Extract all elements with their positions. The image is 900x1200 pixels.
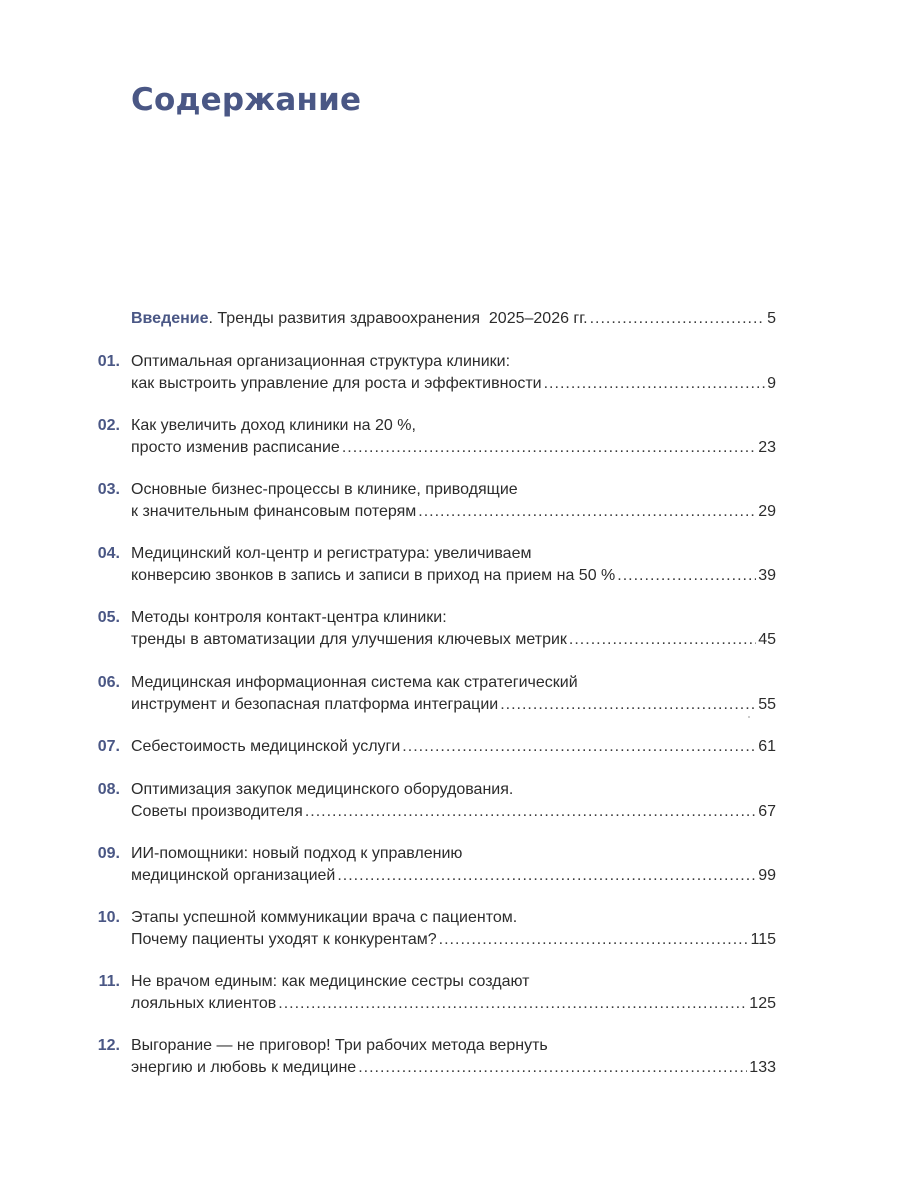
entry-title-line2: Почему пациенты уходят к конкурентам?: [131, 931, 437, 948]
entry-title-line1: Оптимальная организационная структура клиники:: [131, 353, 511, 370]
scan-speck: [748, 716, 750, 718]
toc-entry-body: [131, 672, 776, 716]
toc-entry-body: [131, 415, 776, 459]
toc-entry-line: [131, 1057, 776, 1079]
intro-punct: .: [208, 310, 213, 327]
toc-entry-line: [131, 929, 776, 951]
entry-number: 05.: [97, 609, 120, 626]
entry-number: 01.: [97, 353, 120, 370]
page-number: 55: [758, 696, 776, 713]
entry-title-line1: Выгорание — не приговор! Три рабочих метода вернуть: [131, 1037, 548, 1054]
toc-entry-line: [131, 993, 776, 1015]
page-number: 39: [758, 567, 776, 584]
entry-title-line2: инструмент и безопасная платформа интеграции: [131, 696, 499, 713]
toc-entry-line: [131, 501, 776, 523]
entry-number: 08.: [97, 781, 120, 798]
dot-leader: [617, 565, 756, 587]
toc-entry-line: [131, 437, 776, 459]
page-title: Содержание: [131, 82, 362, 118]
dot-leader: [358, 1057, 747, 1079]
toc-entry-body: [131, 843, 776, 887]
dot-leader: [402, 736, 756, 758]
entry-title-line2: к значительным финансовым потерям: [131, 503, 417, 520]
entry-title-line1: ИИ-помощники: новый подход к управлению: [131, 845, 463, 862]
entry-title-line2: просто изменив расписание: [131, 439, 340, 456]
entry-title-line2: лояльных клиентов: [131, 995, 277, 1012]
entry-title-line1: Оптимизация закупок медицинского оборудования.: [131, 781, 514, 798]
intro-label: Введение: [131, 310, 209, 327]
toc-entry-body: [131, 907, 776, 951]
dot-leader: [439, 929, 749, 951]
entry-number: 02.: [97, 417, 120, 434]
page-number: 9: [767, 375, 776, 392]
entry-number: 09.: [97, 845, 120, 862]
entry-number: 04.: [97, 545, 120, 562]
toc-entry-line: [131, 373, 776, 395]
entry-number: 07.: [97, 738, 120, 755]
entry-number: 03.: [97, 481, 120, 498]
entry-title-line2: как выстроить управление для роста и эффективности: [131, 375, 542, 392]
entry-number: 06.: [97, 674, 120, 691]
page-number: 5: [767, 310, 776, 327]
page-number: 45: [758, 631, 776, 648]
page-number: 61: [758, 738, 776, 755]
page-number: 133: [749, 1059, 776, 1076]
entry-title-line1: Как увеличить доход клиники на 20 %,: [131, 417, 416, 434]
toc-entry-line: [131, 865, 776, 887]
entry-title-line2: энергию и любовь к медицине: [131, 1059, 357, 1076]
toc-entry-body: [131, 308, 776, 330]
entry-title-line2: конверсию звонков в запись и записи в приход на прием на 50 %: [131, 567, 616, 584]
entry-title-line2: медицинской организацией: [131, 867, 336, 884]
toc-entry-body: [131, 971, 776, 1015]
toc-entry-line: [131, 308, 776, 330]
entry-title-line1: Основные бизнес-процессы в клинике, приводящие: [131, 481, 518, 498]
page-number: 99: [758, 867, 776, 884]
dot-leader: [418, 501, 756, 523]
entry-title-line1: Медицинский кол-центр и регистратура: увеличиваем: [131, 545, 532, 562]
toc-entry-line: [131, 629, 776, 651]
dot-leader: [278, 993, 747, 1015]
entry-number: 10.: [97, 909, 120, 926]
toc-entry-body: [131, 1035, 776, 1079]
toc-entry-body: [131, 543, 776, 587]
entry-title-line2: Себестоимость медицинской услуги: [131, 738, 401, 755]
entry-title-line1: Медицинская информационная система как стратегический: [131, 674, 578, 691]
dot-leader: [590, 308, 766, 330]
toc-entry-body: [131, 779, 776, 823]
page-number: 29: [758, 503, 776, 520]
dot-leader: [337, 865, 756, 887]
toc-entry-line: [131, 694, 776, 716]
intro-title: Тренды развития здравоохранения 2025–2026 гг.: [212, 310, 588, 327]
entry-number: 11.: [98, 973, 120, 990]
entry-title-line2: тренды в автоматизации для улучшения ключевых метрик: [131, 631, 567, 648]
entry-number: 12.: [97, 1037, 120, 1054]
dot-leader: [544, 373, 765, 395]
toc-entry-body: [131, 351, 776, 395]
dot-leader: [342, 437, 756, 459]
page-number: 115: [750, 931, 776, 948]
entry-title-line1: Методы контроля контакт-центра клиники:: [131, 609, 447, 626]
toc-entry-body: [131, 607, 776, 651]
toc-entry-text: [131, 308, 588, 330]
entry-title-line1: Не врачом единым: как медицинские сестры создают: [131, 973, 530, 990]
dot-leader: [500, 694, 756, 716]
toc-entry-line: [131, 736, 776, 758]
entry-title-line2: Советы производителя: [131, 803, 303, 820]
toc-entry-line: [131, 801, 776, 823]
toc-entry-body: [131, 736, 776, 758]
toc-entry-body: [131, 479, 776, 523]
entry-title-line1: Этапы успешной коммуникации врача с пациентом.: [131, 909, 518, 926]
toc-entry-line: [131, 565, 776, 587]
page-number: 125: [749, 995, 776, 1012]
page-number: 23: [758, 439, 776, 456]
dot-leader: [569, 629, 756, 651]
dot-leader: [305, 801, 756, 823]
page-number: 67: [758, 803, 776, 820]
